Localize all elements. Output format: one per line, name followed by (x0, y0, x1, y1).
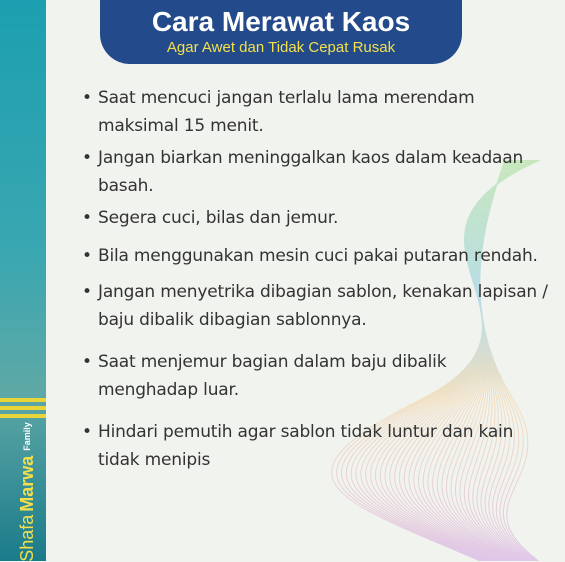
sidebar-stripe (0, 398, 46, 402)
list-item (80, 204, 550, 232)
title-banner (100, 0, 462, 64)
bullet-icon: • (82, 148, 92, 168)
bullet-icon: • (82, 208, 92, 228)
list-item (80, 84, 550, 140)
bullet-icon: • (82, 282, 92, 302)
brand-part1: Shafa (16, 514, 37, 562)
tip-text: Bila menggunakan mesin cuci pakai putaran rendah. (98, 246, 538, 266)
brand-part2: Marwa (16, 455, 37, 512)
tip-text: Jangan menyetrika dibagian sablon, kenakan lapisan / baju dibalik dibagian sablonnya. (98, 282, 548, 330)
tip-text: Jangan biarkan meninggalkan kaos dalam keadaan basah. (98, 148, 524, 196)
page-title: Cara Merawat Kaos (151, 6, 411, 37)
list-item (80, 242, 550, 270)
bullet-icon: • (82, 352, 92, 372)
bullet-icon: • (82, 422, 92, 442)
bullet-icon: • (82, 246, 92, 266)
list-item (80, 278, 550, 334)
tip-text: Hindari pemutih agar sablon tidak luntur dan kain tidak menipis (98, 422, 514, 470)
list-item (80, 144, 550, 200)
list-item (80, 348, 550, 404)
sidebar-stripe (0, 414, 46, 418)
tip-text: Saat menjemur bagian dalam baju dibalik menghadap luar. (98, 352, 447, 400)
page-subtitle: Agar Awet dan Tidak Cepat Rusak (166, 39, 396, 56)
bullet-icon: • (82, 88, 92, 108)
list-item (80, 418, 550, 474)
brand-part3: Family (22, 422, 32, 451)
sidebar-stripe (0, 406, 46, 410)
brand-logo (7, 422, 47, 562)
tip-text: Saat mencuci jangan terlalu lama merendam maksimal 15 menit. (98, 88, 475, 136)
tips-list (80, 84, 550, 474)
tip-text: Segera cuci, bilas dan jemur. (98, 208, 339, 228)
